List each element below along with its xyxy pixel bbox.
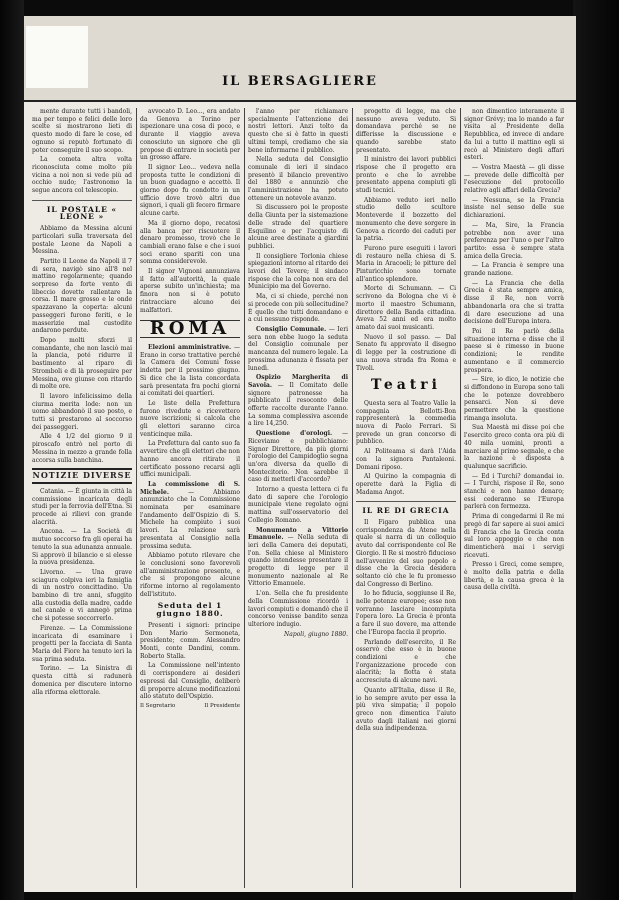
dateline: Napoli, giugno 1880. (284, 630, 348, 638)
paragraph: Il signor Leo... vedeva nella proposta tutte le condizioni di un buon guadagno e accettò. Il giorno dopo fu condotto in un ufficio dove trovò altri due signori, i quali gli fecero firmare alcune carte. (140, 163, 240, 218)
paragraph: l'anno per richiamare specialmente l'attenzione dei nostri lettori. Anzi tolto da questo che si è fatto in questi ultimi tempi, crediamo che sia bene informarne il pubblico. (248, 108, 348, 154)
paragraph: Presenti i signori: principe Don Mario Sermoneta, presidente; comm. Alessandro Monti, conte Dandini, comm. Roberto Stalla. (140, 621, 240, 660)
section-heading: IL POSTALE « LEONE » (46, 204, 118, 222)
paragraph: — Ma, Sire, la Francia potrebbe non aver una preferenza per l'uno o per l'altro partito: essa è sempre stata amica della Grecia. (464, 221, 564, 260)
column-5 (464, 108, 564, 888)
paragraph: Morte di Schumann. — Ci scrivono da Bologna che vi è morto il maestro Schumann, direttore della Banda cittadina. Aveva 52 anni ed era molto amato dai suoi musicanti. (356, 285, 456, 331)
scan-border-left (0, 0, 24, 900)
column-3 (248, 108, 348, 888)
paragraph: Ancona. — La Società di mutuo soccorso fra gli operai ha tenuto la sua adunanza annuale. Si approvò il bilancio e si elesse la nuova presidenza. (32, 528, 132, 567)
column-4 (356, 108, 456, 888)
paragraph: Partito il Leone da Napoli il 7 di sera, navigò sino all'8 nel mattino regolarmente; quando sorpreso da forte vento di libeccio dovette rallentare la corsa. Il mare grosso e le onde spazzavano la coperta: alcuni passeggeri furono feriti, e le masserizie mal custodite andarono perdute. (32, 257, 132, 335)
paragraph: — La Francia è sempre una grande nazione. (464, 262, 564, 278)
signature-right: Il Presidente (204, 702, 240, 709)
paragraph: Intorno a questa lettera ci fu dato di sapere che l'orologio municipale viene regolato ogni mattina sull'osservatorio del Collegio Romano. (248, 486, 348, 524)
paragraph: Ma il giorno dopo, recatosi alla banca per riscuotere il denaro promesso, trovò che le cambiali erano false e che i suoi soci erano spariti con una somma considerevole. (140, 219, 240, 266)
newspaper-title: IL BERSAGLIERE (222, 74, 378, 89)
signature-block (140, 703, 240, 711)
paragraph: Monumento a Vittorio Emanuele. — Nella seduta di ieri della Camera dei deputati, l'on. Sella chiese al Ministero quando intendesse presentare il progetto di legge per il monumento nazionale al Re Vittorio Emanuele. (248, 526, 348, 588)
paragraph: Torino. — La Sinistra di questa città si radunerà domenica per discutere intorno alla riforma elettorale. (32, 665, 132, 696)
paragraph: Consiglio Comunale. — Ieri sera non ebbe luogo la seduta del Consiglio comunale per mancanza del numero legale. La prossima adunanza è fissata per lunedì. (248, 325, 348, 372)
paragraph: La Prefettura dal canto suo fa avvertire che gli elettori che non hanno ancora ritirato il certificato possono recarsi agli uffici municipali. (140, 440, 240, 479)
paragraph: Al Quirino la compagnia di operette darà la Figlia di Madama Angot. (356, 473, 456, 496)
column-rule (136, 108, 137, 888)
paragraph: Il lavoro infelicissimo della ciurma merita lode: non un uomo abbandonò il suo posto, e tutti si prestarono al soccorso dei passeggeri. (32, 392, 132, 431)
subheading: La commissione di S. Michele. (140, 480, 240, 496)
column-2 (140, 108, 240, 888)
divider (32, 200, 132, 201)
paragraph: Al Politeama si darà l'Aida con la signora Pantaleoni. Domani riposo. (356, 448, 456, 471)
paragraph: Dopo molti sforzi il comandante, che non lasciò mai la plancia, poté ridurre il bastimento al riparo di Stromboli e di là proseguire per Messina, ove giunse con ritardo di molte ore. (32, 336, 132, 391)
divider (356, 501, 456, 502)
paragraph: Ma, ci si chiede, perché non si procede con più sollecitudine? È quello che tutti domandano e a cui nessuno risponde. (248, 293, 348, 324)
section-heading: NOTIZIE DIVERSE (32, 468, 132, 484)
newspaper-page (24, 16, 576, 892)
paragraph: La Commissione nell'intento di corrispondere ai desideri espressi dal Consiglio, deliberò di proporre alcune modificazioni allo statuto dell'Ospizio. (140, 662, 240, 701)
column-rule (244, 108, 245, 888)
paragraph: avvocato D. Leo..., era andato da Genova a Torino per ispezionare una cosa di poco, e durante il viaggio aveva conosciuto un signore che gli propose di entrare in società per un grosso affare. (140, 108, 240, 162)
subheading: Elezioni amministrative. (148, 343, 232, 351)
paragraph: Catania. — È giunta in città la commissione incaricata degli studi per la ferrovia dell'Etna. Si procede ai rilievi con grande alacrità. (32, 487, 132, 526)
column-rule (352, 108, 353, 888)
paragraph: Elezioni amministrative. — Erano in corso trattative perché la Camera dei Comuni fosse indetta per il prossimo giugno. Si dice che la lista concordata sarà presentata fra pochi giorni ai comitati dei quartieri. (140, 343, 240, 398)
paragraph: non dimentico interamente il signor Grévy; ma lo mando a far visita al Presidente della Repubblica, ed invece di andare da lui a tutto il mattino egli si recò al Ministero degli affari esteri. (464, 108, 564, 162)
paragraph: Quanto all'Italia, disse il Re, io ho sempre avuto per essa la più viva simpatia; il popolo greco non dimentica l'aiuto avuto dagli italiani nei giorni della sua indipendenza. (356, 686, 456, 733)
signature-left: Il Segretario (140, 702, 176, 709)
paragraph: Nella seduta del Consiglio comunale di ieri il sindaco presentò il bilancio preventivo del 1880 e annunziò che l'amministrazione ha potuto ottenere un notevole avanzo. (248, 156, 348, 202)
paragraph: — Sire, io dico, le notizie che si diffondono in Europa sono tali che le potenze dovrebbero pensarci. Non si deve permettere che la questione rimanga insoluta. (464, 376, 564, 422)
paragraph: Il signor Vignoni annunziava il fatto all'autorità, la quale aperse subito un'inchiesta; ma finora non si è potuto rintracciare alcuno dei malfattori. (140, 268, 240, 314)
paragraph: Nuovo il sol passo. — Dal Senato fu approvato il disegno di legge per la costruzione di una nuova strada fra Roma e Tivoli. (356, 333, 456, 372)
paragraph: Questione d'orologi. — Riceviamo e pubblichiamo: Signor Direttore, da più giorni l'orologio del Campidoglio segna un'ora diversa da quello di Montecitorio. Non sarebbe il caso di metterli d'accordo? (248, 430, 348, 484)
paragraph: — Vostra Maestà — gli disse — prevede delle difficoltà per l'esecuzione del protocollo relativo agli affari della Grecia? (464, 163, 564, 195)
paragraph: Alle 4 1/2 del giorno 9 il piroscafo entrò nel porto di Messina in mezzo a grande folla accorsa sulla banchina. (32, 433, 132, 464)
paragraph: Il consigliere Torlonia chiese spiegazioni intorno al ritardo dei lavori del Tevere; il sindaco rispose che la colpa non era del Municipio ma del Governo. (248, 252, 348, 291)
paragraph: Abbiamo potuto rilevare che le conclusioni sono favorevoli all'amministrazione presente, e che si propongono alcune riforme intorno al regolamento dell'istituto. (140, 552, 240, 598)
column-rule (460, 108, 461, 888)
subheading: Monumento a Vittorio Emanuele. (248, 526, 348, 542)
section-heading-teatri: Teatri (371, 377, 441, 394)
paragraph: Io ho fiducia, soggiunse il Re, nelle potenze europee; esse non vorranno lasciare incompiuta l'opera loro. La Grecia è pronta a fare il suo dovere, ma attende che l'Europa faccia il proprio. (356, 590, 456, 636)
paragraph: Firenze. — La Commissione incaricata di esaminare i progetti per la facciata di Santa Maria del Fiore ha tenuto ieri la sua prima seduta. (32, 624, 132, 663)
paragraph: Questa sera al Teatro Valle la compagnia Bellotti-Bon rappresenterà la commedia nuova di Paolo Ferrari. Si prevede un gran concorso di pubblico. (356, 399, 456, 446)
paragraph: Abbiamo veduto ieri nello studio dello scultore Monteverde il bozzetto del monumento che deve sorgere in Genova a ricordo dei caduti per la patria. (356, 196, 456, 243)
paragraph: Il Figaro pubblica una corrispondenza da Atene nella quale si narra di un colloquio avuto dal corrispondente col Re Giorgio. Il Re si mostrò fiducioso nell'avvenire del suo popolo e disse che la Grecia desidera soltanto ciò che le fu promesso dal Congresso di Berlino. (356, 519, 456, 588)
section-heading: IL RE DI GRECIA (362, 506, 450, 516)
paragraph: L'on. Sella che fu presidente della Commissione ricordò i lavori compiuti e domandò che il concorso venisse bandito senza ulteriore indugio. (248, 590, 348, 628)
paragraph: Si discussero poi le proposte della Giunta per la sistemazione delle strade del quartiere Esquilino e per l'acquisto di alcune aree destinate a giardini pubblici. (248, 204, 348, 250)
subheading: Consiglio Comunale. (256, 325, 327, 333)
masthead (24, 16, 576, 102)
paragraph: Poi il Re parlò della situazione interna e disse che il paese si è rimesso in buone condizioni; le rendite aumentano e il commercio prospera. (464, 327, 564, 374)
paragraph: Ospizio Margherita di Savoia. — Il Comitato delle signore patronesse ha pubblicato il resoconto delle offerte raccolte durante l'anno. La somma complessiva ascende a lire 14,250. (248, 374, 348, 428)
session-date: Seduta del 1 giugno 1880. (156, 601, 224, 619)
paragraph: Il ministro dei lavori pubblici rispose che il progetto era pronto e che lo avrebbe presentato appena compiuti gli studi tecnici. (356, 156, 456, 195)
paragraph: — Nessuna, se la Francia insiste nel senso delle sue dichiarazioni. (464, 196, 564, 220)
paragraph: La cometa altra volta riconosciuta come molto più vicina a noi non si vede più ad occhio nudo; l'astronomo la segue ancora col telescopio. (32, 156, 132, 195)
paragraph: Presso i Greci, come sempre, è molto della patria e della libertà, e la causa greca è la causa della civiltà. (464, 561, 564, 592)
article-columns (32, 108, 568, 892)
paragraph: La commissione di S. Michele. — Abbiamo annunziato che la Commissione nominata per esaminare l'andamento dell'Ospizio di S. Michele ha compiuto i suoi lavori. La relazione sarà presentata al Consiglio nella prossima seduta. (140, 480, 240, 550)
subheading: Ospizio Margherita di Savoia. (248, 374, 348, 389)
paragraph: Le liste della Prefettura furono rivedute e ricevettero nuove iscrizioni; si calcola che gli elettori saranno circa venticinque mila. (140, 399, 240, 438)
paragraph: Furono pure eseguiti i lavori di restauro nella chiesa di S. Maria in Aracoeli; le pitture del Pinturicchio sono tornate all'antico splendore. (356, 244, 456, 283)
paragraph: — Ed i Turchi? domandai io. — I Turchi, rispose il Re, sono stanchi e non hanno denaro; essi cederanno se l'Europa parlerà con fermezza. (464, 472, 564, 511)
paragraph: Sua Maestà mi disse poi che l'esercito greco conta ora più di 40 mila uomini, pronti a marciare al primo segnale, e che la nazione è disposta a qualunque sacrificio. (464, 424, 564, 470)
scan-border-right (573, 0, 619, 900)
paragraph: mente durante tutti i bandoli, ma per tempo e felici delle loro scelte si mostrarono lieti di questo modo di fare le cose, ed ognuno si reputò fortunato di poter conseguire il suo scopo. (32, 108, 132, 154)
paragraph: Livorno. — Una grave sciagura colpiva ieri la famiglia di un nostro concittadino. Un bambino di tre anni, sfuggito alla custodia della madre, cadde nel canale e vi annegò prima che si potesse soccorrerlo. (32, 568, 132, 623)
paragraph: Parlando dell'esercito, il Re osservò che esso è in buone condizioni e che l'organizzazione procede con alacrità; la flotta è stata accresciuta di alcune navi. (356, 638, 456, 685)
paragraph: — La Francia che della Grecia è stata sempre amica, disse il Re, non vorrà abbandonarla ora che si tratta di dare esecuzione ad una decisione dell'Europa intera. (464, 279, 564, 326)
paragraph: Prima di congedarmi il Re mi pregò di far sapere ai suoi amici di Francia che la Grecia conta sul loro appoggio e che non dimenticherà mai i servigi ricevuti. (464, 513, 564, 559)
paragraph: progetto di legge, ma che nessuno aveva veduto. Si domandava perché se ne differisse la discussione e quando sarebbe stato presentato. (356, 108, 456, 154)
column-1 (32, 108, 132, 888)
subheading: Questione d'orologi. (256, 430, 333, 438)
section-heading-roma: ROMA (140, 320, 240, 338)
paragraph: Abbiamo da Messina alcuni particolari sulla traversata del postale Leone da Napoli a Messina. (32, 225, 132, 256)
